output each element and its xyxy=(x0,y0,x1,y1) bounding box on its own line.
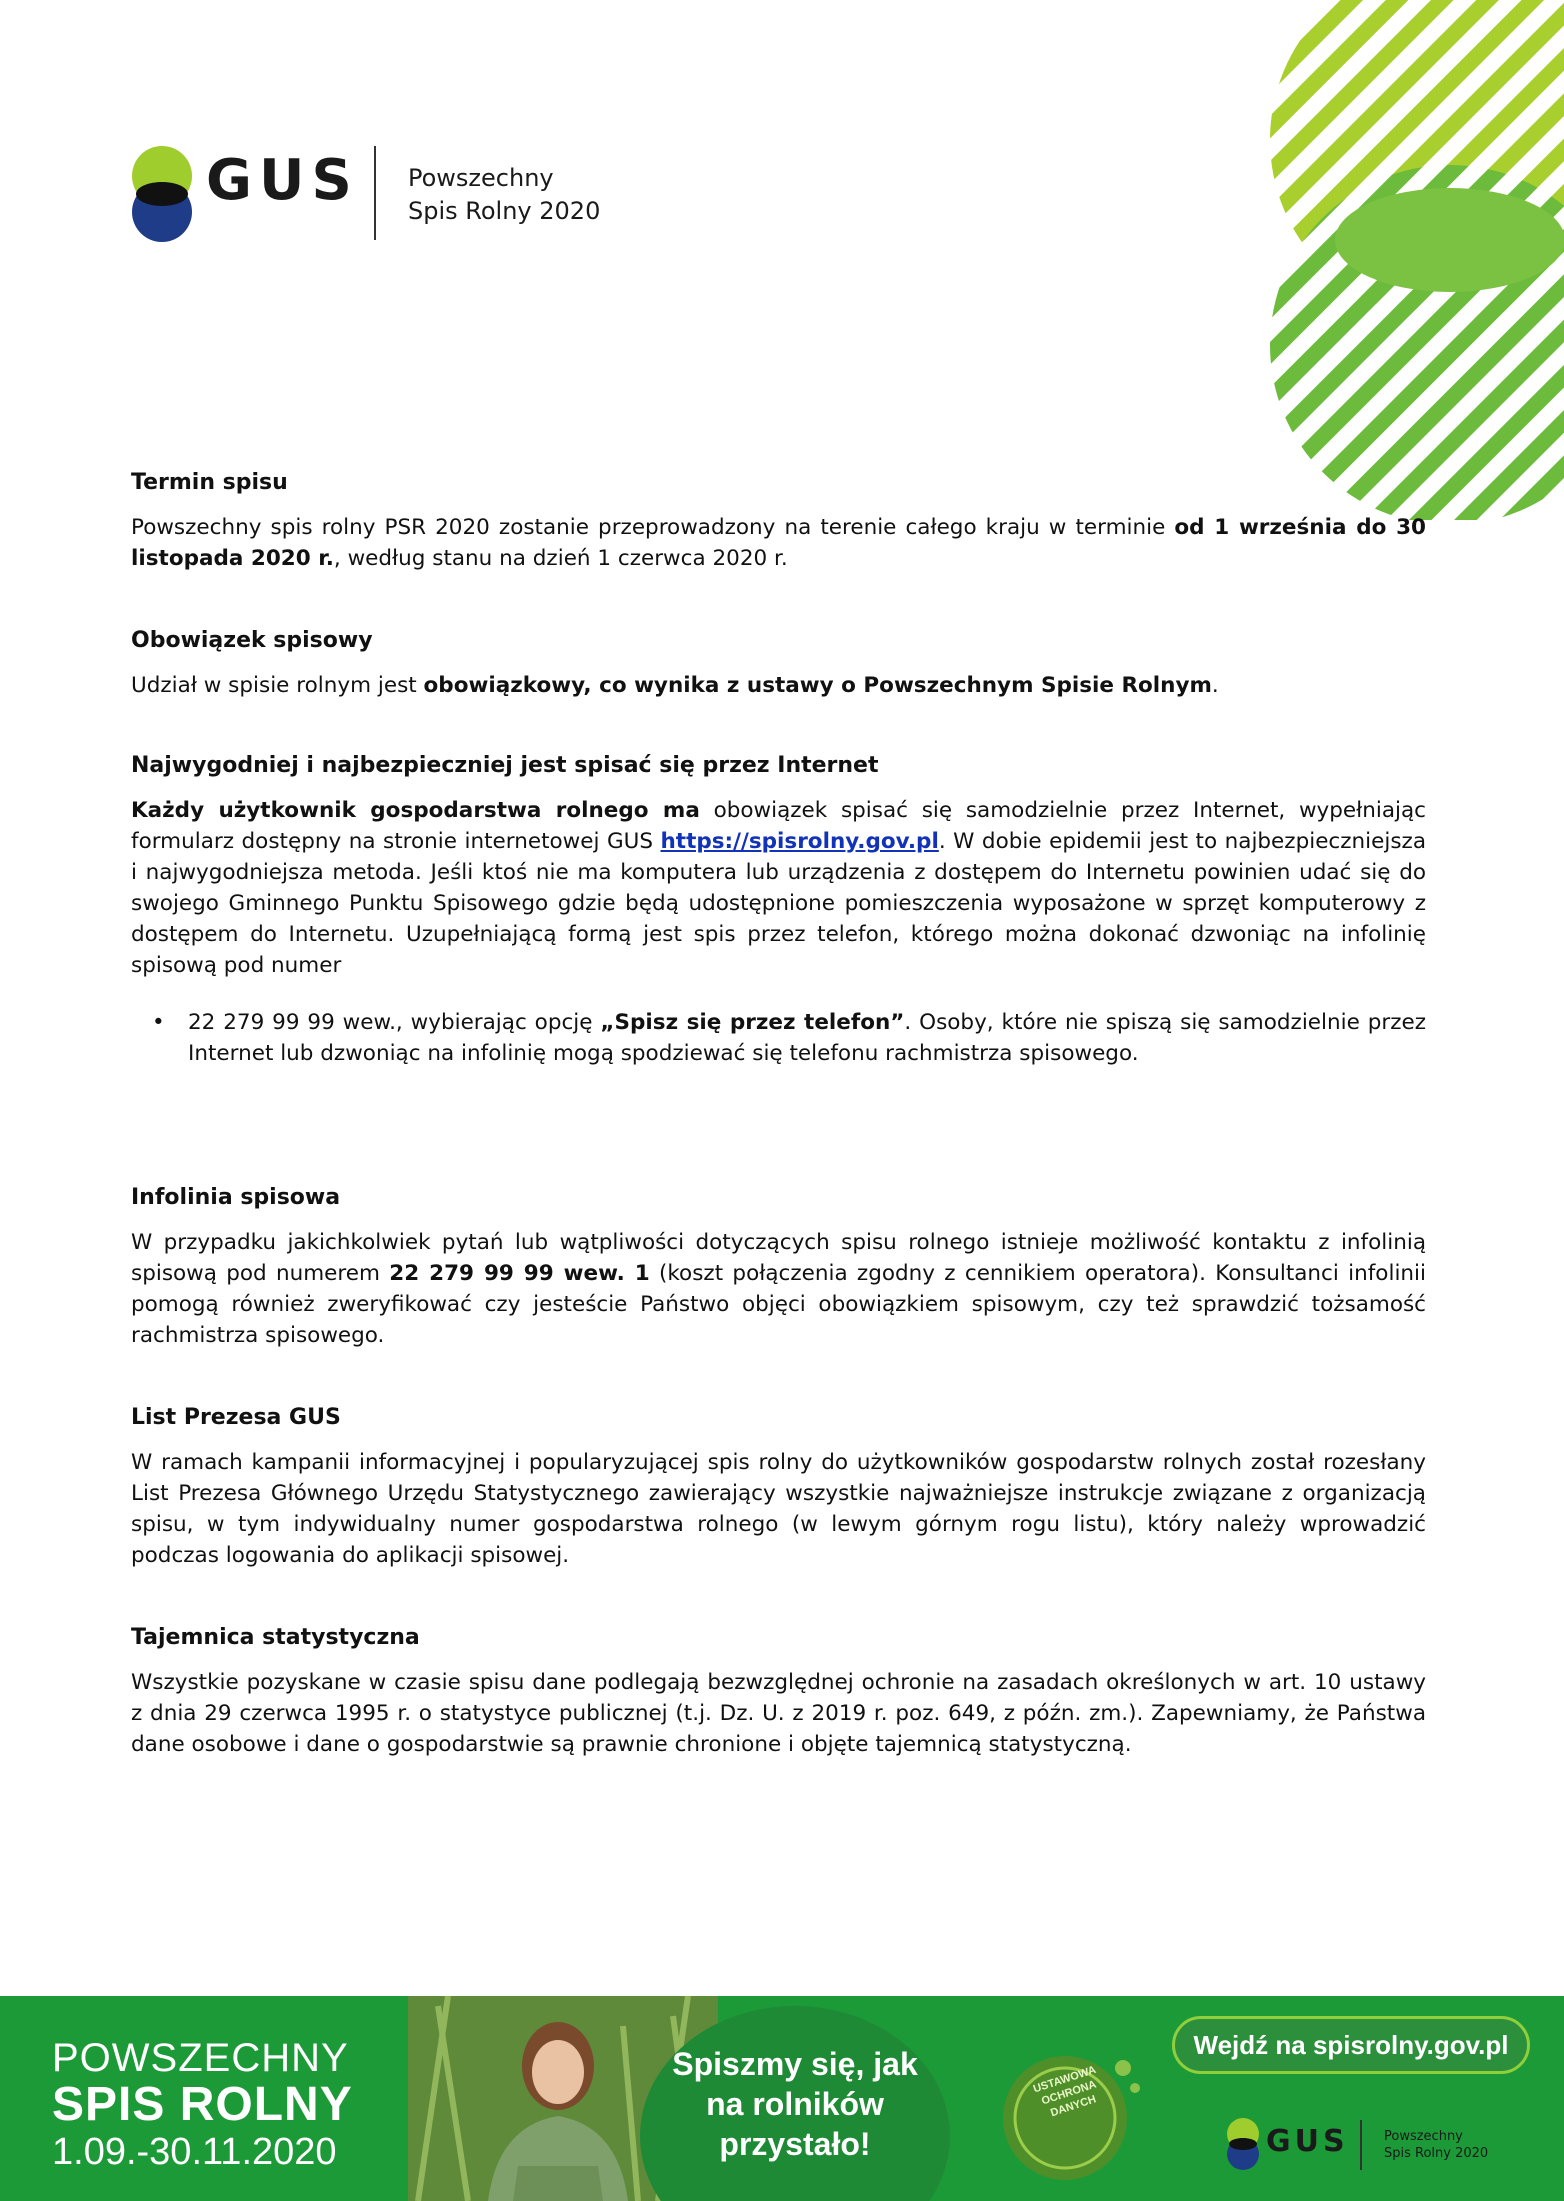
text-run: Udział w spisie rolnym jest xyxy=(131,673,424,698)
banner-dates: 1.09.-30.11.2020 xyxy=(52,2131,337,2173)
section-termin xyxy=(131,468,1426,574)
census-banner xyxy=(0,1996,1564,2201)
caption-line1: Powszechny xyxy=(1384,2129,1463,2144)
visit-website-button[interactable]: Wejdź na spisrolny.gov.pl xyxy=(1172,2016,1530,2074)
gus-logo-mark-icon xyxy=(130,146,194,242)
seal-text: USTAWOWA OCHRONA DANYCH xyxy=(1031,2063,1098,2120)
section-title: Tajemnica statystyczna xyxy=(131,1625,420,1650)
section-list-prezesa xyxy=(131,1403,1426,1571)
list-item xyxy=(188,1007,1426,1069)
text-run: , według stanu na dzień 1 czerwca 2020 r. xyxy=(333,546,788,571)
logo-divider xyxy=(1360,2120,1362,2170)
banner-headline xyxy=(52,2036,353,2174)
section-infolinia xyxy=(131,1183,1426,1351)
section-paragraph xyxy=(131,512,1426,574)
text-run: 22 279 99 99 wew., wybierając opcję xyxy=(188,1010,601,1035)
section-title: Termin spisu xyxy=(131,470,288,495)
banner-slogan: Spiszmy się, jak na rolników przystało! xyxy=(672,2046,918,2162)
section-title: List Prezesa GUS xyxy=(131,1405,341,1430)
text-run: W przypadku jakichkolwiek pytań lub wątpliwości dotyczących spisu rolnego istnieje możliwość kontaktu z infolinią spisową pod numerem xyxy=(131,1230,1426,1286)
text-run: . xyxy=(1211,673,1219,698)
banner-line2: SPIS ROLNY xyxy=(52,2078,353,2131)
section-paragraph xyxy=(131,670,1426,701)
spisrolny-link[interactable]: https://spisrolny.gov.pl xyxy=(660,829,939,854)
text-run: obowiązek spisać się samodzielnie przez Internet, wypełniając formularz dostępny na stronie internetowej GUS xyxy=(131,798,1426,854)
section-paragraph: Wszystkie pozyskane w czasie spisu dane podlegają bezwzględnej ochronie na zasadach określonych w art. 10 ustawy z dnia 29 czerwca 1995 r. o statystyce publicznej (t.j. Dz. U. z 2019 r. poz. 649, z późn. zm.). Zapewniamy, że Państwa dane osobowe i dane o gospodarstwie są prawnie chronione i objęte tajemnicą statystyczną. xyxy=(131,1670,1426,1757)
bold-text: „Spisz się przez telefon” xyxy=(600,1010,905,1035)
section-paragraph xyxy=(131,1227,1426,1351)
gus-logo-text: GUS xyxy=(206,148,359,213)
gus-logo-small-text: GUS xyxy=(1266,2124,1349,2159)
section-title: Obowiązek spisowy xyxy=(131,628,373,653)
section-title: Najwygodniej i najbezpieczniej jest spisać się przez Internet xyxy=(131,753,879,778)
logo-divider xyxy=(374,146,376,240)
text-run: . W dobie epidemii jest to najbezpieczniejsza i najwygodniejsza metoda. Jeśli ktoś nie ma komputera lub urządzenia z dostępem do Internetu powinien udać się do swojego Gminnego Punktu Spisowego gdzie będą udostępnione pomieszczenia wyposażone w sprzęt komputerowy z dostępem do Internetu. Uzupełniającą formą jest spis przez telefon, którego można dokonać dzwoniąc na infolinię spisową pod numer xyxy=(131,829,1426,978)
census-title-line1: Powszechny xyxy=(408,164,554,192)
bold-text: obowiązkowy, co wynika z ustawy o Powszechnym Spisie Rolnym xyxy=(423,673,1212,698)
section-paragraph: W ramach kampanii informacyjnej i popularyzującej spis rolny do użytkowników gospodarstw rolnych został rozesłany List Prezesa Głównego Urzędu Statystycznego zawierający wszystkie najważniejsze instrukcje związane z organizacją spisu, w tym indywidualny numer gospodarstwa rolnego (w lewym górnym rogu listu), który należy wprowadzić podczas logowania do aplikacji spisowej. xyxy=(131,1450,1426,1568)
banner-line1: POWSZECHNY xyxy=(52,2036,349,2080)
bold-text: 22 279 99 99 wew. 1 xyxy=(389,1261,650,1286)
gus-logo-mark-small-icon xyxy=(1226,2118,1260,2170)
census-title-line2: Spis Rolny 2020 xyxy=(408,197,601,225)
text-run: (koszt połączenia zgodny z cennikiem operatora). Konsultanci infolinii pomogą również zweryfikować czy jesteście Państwo objęci obowiązkiem spisowym, czy też sprawdzić tożsamość rachmistrza spisowego. xyxy=(131,1261,1426,1348)
section-tajemnica xyxy=(131,1623,1426,1760)
bold-text: Każdy użytkownik gospodarstwa rolnego ma xyxy=(131,798,700,823)
text-run: . Osoby, które nie spiszą się samodzielnie przez Internet lub dzwoniąc na infolinię mogą spodziewać się telefonu rachmistrza spisowego. xyxy=(188,1010,1426,1066)
section-paragraph xyxy=(131,795,1426,981)
section-internet xyxy=(131,751,1426,1069)
gus-logo-small xyxy=(1226,2106,1516,2186)
census-title xyxy=(408,162,600,228)
bold-text: od 1 września do 30 listopada 2020 r. xyxy=(131,515,1426,571)
gus-logo-small-caption xyxy=(1384,2128,1488,2162)
text-run: Powszechny spis rolny PSR 2020 zostanie przeprowadzony na terenie całego kraju w terminie xyxy=(131,515,1175,540)
phone-option-list xyxy=(131,1007,1426,1069)
section-obowiazek xyxy=(131,626,1426,701)
section-title: Infolinia spisowa xyxy=(131,1185,341,1210)
caption-line2: Spis Rolny 2020 xyxy=(1384,2146,1489,2161)
striped-circles-decoration xyxy=(1250,0,1564,520)
